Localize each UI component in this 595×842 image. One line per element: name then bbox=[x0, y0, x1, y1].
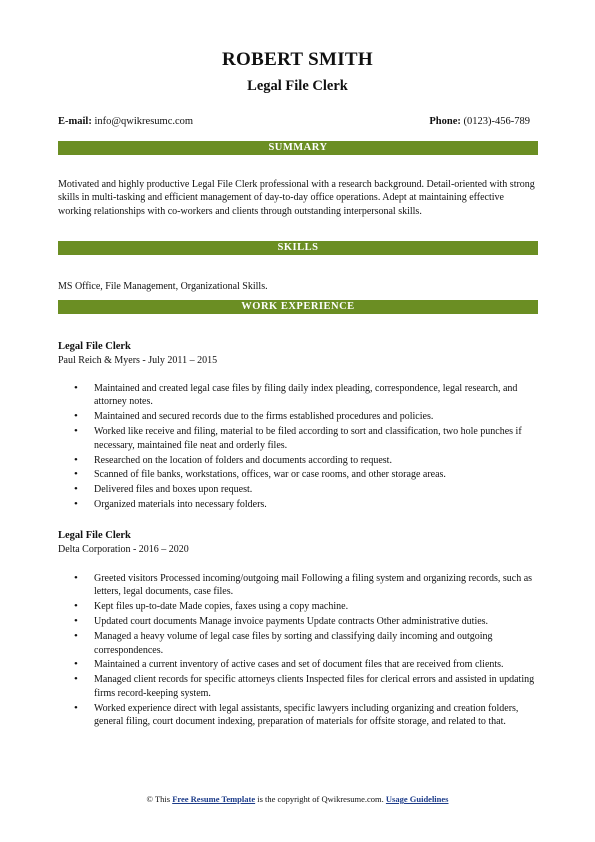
list-item: • Kept files up-to-date Made copies, faxes using a copy machine. bbox=[58, 600, 538, 613]
phone-label: Phone: bbox=[429, 116, 461, 127]
list-item: • Maintained and secured records due to the firms established procedures and policies. bbox=[58, 410, 538, 423]
copyright-footer bbox=[0, 794, 595, 804]
list-item: • Managed client records for specific attorneys clients Inspected files for clerical errors and assisted in updating firms record-keeping system. bbox=[58, 673, 538, 700]
summary-text: Motivated and highly productive Legal File Clerk professional with a research background. Detail-oriented with strong skills in multi-tasking and efficient management of day-to-day office operations. Adept at maintaining effective working relationships with co-workers and clients through outstanding interpersonal skills. bbox=[58, 179, 535, 217]
job-1-bullets bbox=[58, 382, 538, 513]
list-item: • Maintained a current inventory of active cases and set of document files that are received from clients. bbox=[58, 658, 538, 671]
list-item: • Organized materials into necessary folders. bbox=[58, 498, 538, 511]
phone-value: (0123)-456-789 bbox=[463, 116, 530, 127]
job-2-bullets bbox=[58, 572, 538, 730]
skills-text: MS Office, File Management, Organizational Skills. bbox=[58, 281, 268, 292]
summary-section-header: SUMMARY bbox=[58, 141, 538, 155]
email-block bbox=[58, 116, 193, 127]
list-item: • Worked experience direct with legal assistants, specific lawyers including organizing and creation folders, general filing, court document indexing, preparation of materials for offsite storage, and related to that. bbox=[58, 702, 538, 729]
job-2-company: Delta Corporation - 2016 – 2020 bbox=[58, 544, 189, 555]
email-label: E-mail: bbox=[58, 116, 92, 127]
list-item: • Greeted visitors Processed incoming/outgoing mail Following a filing system and organizing records, such as letters, legal documents, case files. bbox=[58, 572, 538, 599]
footer-prefix: © This bbox=[146, 794, 173, 804]
list-item: • Maintained and created legal case files by filing daily index pleading, correspondence, legal research, and attorney notes. bbox=[58, 382, 538, 409]
job-1-title: Legal File Clerk bbox=[58, 341, 131, 352]
job-2-title: Legal File Clerk bbox=[58, 530, 131, 541]
list-item: • Delivered files and boxes upon request. bbox=[58, 483, 538, 496]
candidate-name: ROBERT SMITH bbox=[222, 49, 373, 70]
phone-block bbox=[429, 116, 530, 127]
list-item: • Updated court documents Manage invoice payments Update contracts Other administrative duties. bbox=[58, 615, 538, 628]
contact-line bbox=[58, 116, 530, 130]
candidate-job-title: Legal File Clerk bbox=[247, 78, 348, 94]
email-value: info@qwikresumc.com bbox=[94, 116, 194, 127]
usage-guidelines-link[interactable]: Usage Guidelines bbox=[385, 794, 449, 804]
list-item: • Managed a heavy volume of legal case files by sorting and classifying daily incoming and outgoing correspondences. bbox=[58, 630, 538, 657]
skills-section-header: SKILLS bbox=[58, 241, 538, 255]
list-item: • Worked like receive and filing, material to be filed according to sort and classification, two hole punches if necessary, maintained file neat and orderly files. bbox=[58, 425, 538, 452]
work-experience-section-header: WORK EXPERIENCE bbox=[58, 300, 538, 314]
footer-middle: is the copyright of Qwikresume.com. bbox=[255, 794, 386, 804]
job-1-company: Paul Reich & Myers - July 2011 – 2015 bbox=[58, 355, 218, 366]
list-item: • Scanned of file banks, workstations, offices, war or case rooms, and other storage areas. bbox=[58, 468, 538, 481]
list-item: • Researched on the location of folders and documents according to request. bbox=[58, 454, 538, 467]
free-resume-template-link[interactable]: Free Resume Template bbox=[172, 794, 256, 804]
